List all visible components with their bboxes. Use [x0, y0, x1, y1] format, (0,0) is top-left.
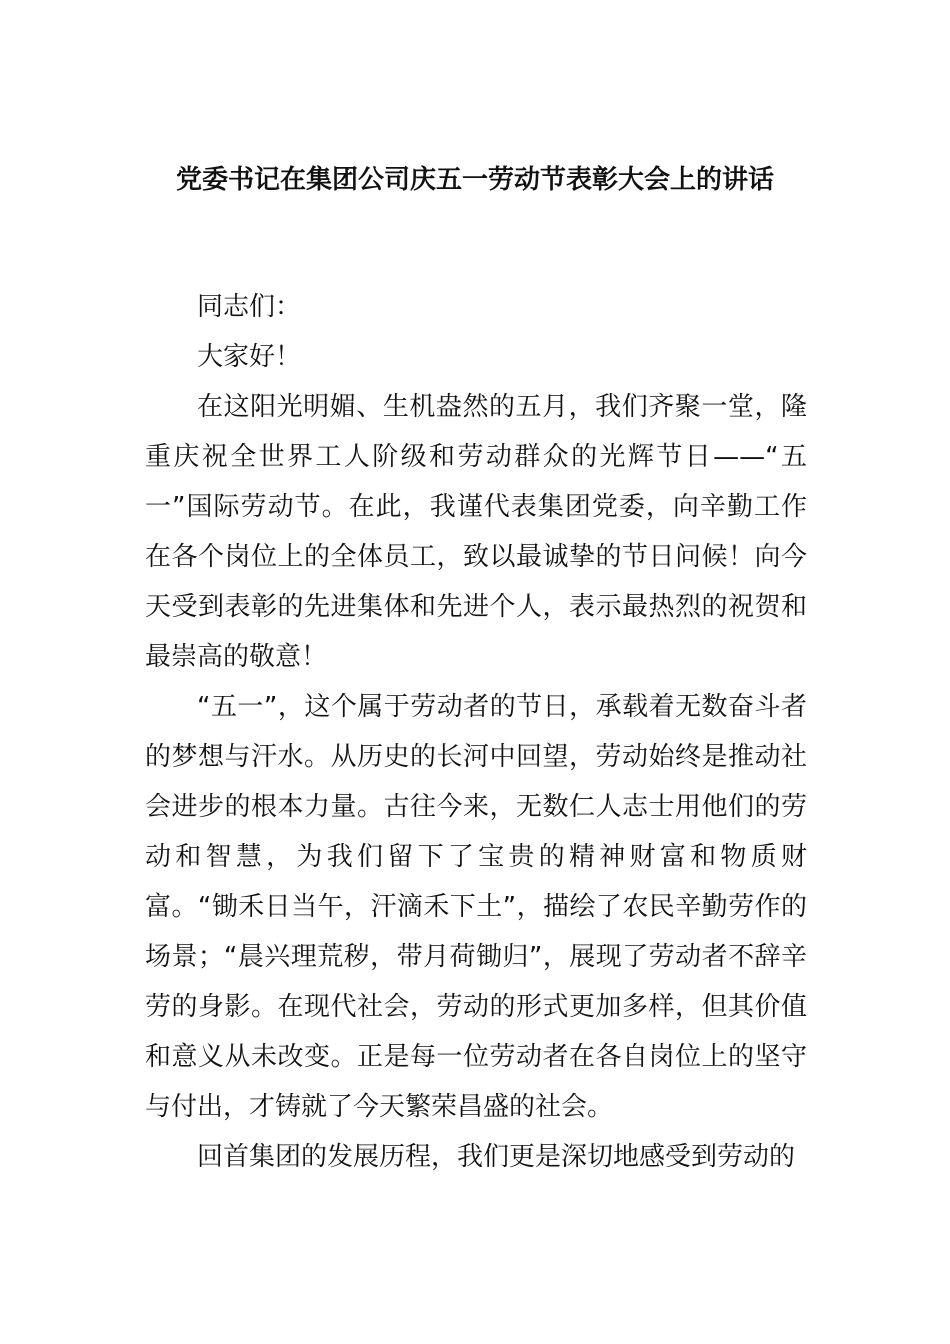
- paragraph-group-history: 回首集团的发展历程，我们更是深切地感受到劳动的: [197, 1142, 796, 1172]
- greeting: 大家好！: [197, 342, 302, 372]
- document-body: [145, 282, 807, 1182]
- document-title: 党委书记在集团公司庆五一劳动节表彰大会上的讲话: [175, 165, 774, 195]
- paragraph-may-day: “五一”，这个属于劳动者的节日，承载着无数奋斗者的梦想与汗水。从历史的长河中回望，劳动始终是推动社会进步的根本力量。古往今来，无数仁人志士用他们的劳动和智慧，为我们留下了宝贵的精神财富和物质财富。“锄禾日当午，汗滴禾下土”，描绘了农民辛勤劳作的场景；“晨兴理荒秽，带月荷锄归”，展现了劳动者不辞辛劳的身影。在现代社会，劳动的形式更加多样，但其价值和意义从未改变。正是每一位劳动者在各自岗位上的坚守与付出，才铸就了今天繁荣昌盛的社会。: [145, 692, 807, 1122]
- salutation: 同志们：: [197, 292, 302, 322]
- paragraph-opening: 在这阳光明媚、生机盎然的五月，我们齐聚一堂，隆重庆祝全世界工人阶级和劳动群众的光辉节日——“五一”国际劳动节。在此，我谨代表集团党委，向辛勤工作在各个岗位上的全体员工，致以最诚挚的节日问候！向今天受到表彰的先进集体和先进个人，表示最热烈的祝贺和最崇高的敬意！: [145, 392, 807, 672]
